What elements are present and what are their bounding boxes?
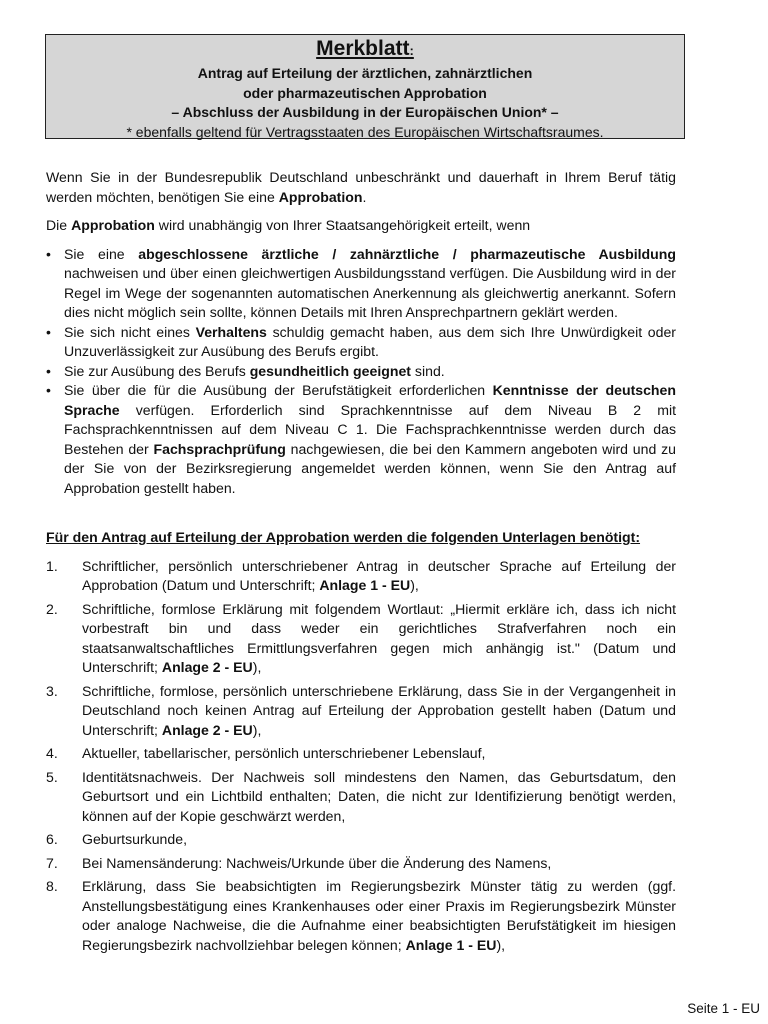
document-item-identity: 5. Identitätsnachweis. Der Nachweis soll mindestens den Namen, das Geburtsdatum, den Geburtsort und ein Lichtbild enthalten; Daten, die nicht zur Identifizierung benötigt werden, können auf der Kopie geschwärzt werden, bbox=[46, 768, 676, 824]
bullet-marker: • bbox=[46, 382, 51, 398]
document-item-work-intent: 8. Erklärung, dass Sie beabsichtigten im Regierungsbezirk Münster tätig zu werden (ggf. Anstellungsbestätigung eines Krankenhauses oder einer Praxis im Regierungsbezirk Münster oder analoge Nachweise, die die Aufnahme einer beabsichtigten Berufstätigkeit im hiesigen Regierungsbezirk nachvollziehbar belegen können; Anlage 1 - EU), bbox=[46, 878, 676, 953]
condition-lead-paragraph: Die Approbation wird unabhängig von Ihrer Staatsangehörigkeit erteilt, wenn bbox=[46, 217, 531, 233]
document-item-cv: 4. Aktueller, tabellarischer, persönlich unterschriebener Lebenslauf, bbox=[46, 745, 486, 761]
bullet-marker: • bbox=[46, 362, 51, 379]
document-body bbox=[46, 168, 676, 955]
documents-heading: Für den Antrag auf Erteilung der Approbation werden die folgenden Unterlagen benötigt: bbox=[46, 529, 641, 545]
header-box bbox=[45, 34, 685, 139]
document-title: Merkblatt: bbox=[316, 37, 414, 60]
documents-list bbox=[46, 557, 676, 956]
document-item-declaration-criminal: 2. Schriftliche, formlose Erklärung mit folgendem Wortlaut: „Hiermit erkläre ich, dass ich nicht vorbestraft bin und dass weder ein gerichtliches Strafverfahren noch ein staatsanwaltschaftliches Ermittlungsverfahren gegen mich anhängig ist." (Datum und Unterschrift; Anlage 2 - EU), bbox=[46, 600, 676, 675]
condition-item-education: • Sie eine abgeschlossene ärztliche / zahnärztliche / pharmazeutische Ausbildung nachweisen und über einen gleichwertigen Ausbildungsstand verfügen. Die Ausbildung wird in der Regel im Wege der sogenannten automatischen Anerkennung als gleichwertig anerkannt. Sofern dies nicht möglich sein sollte, können Details mit Ihren Ansprechpartnern geklärt werden. bbox=[46, 245, 676, 320]
document-item-application: 1. Schriftlicher, persönlich unterschriebener Antrag in deutscher Sprache auf Erteilung der Approbation (Datum und Unterschrift; Anlage 1 - EU), bbox=[46, 557, 676, 593]
bullet-marker: • bbox=[46, 323, 51, 340]
document-item-birth-certificate: 6. Geburtsurkunde, bbox=[46, 831, 187, 847]
eea-note: * ebenfalls geltend für Vertragsstaaten des Europäischen Wirtschaftsraumes. bbox=[126, 123, 604, 140]
condition-item-health: • Sie zur Ausübung des Berufs gesundheitlich geeignet sind. bbox=[46, 362, 676, 382]
subtitle-line-2: oder pharmazeutischen Approbation bbox=[243, 84, 487, 101]
document-item-name-change: 7. Bei Namensänderung: Nachweis/Urkunde über die Änderung des Namens, bbox=[46, 854, 552, 871]
conditions-list bbox=[46, 245, 676, 499]
intro-paragraph: Wenn Sie in der Bundesrepublik Deutschland unbeschränkt und dauerhaft in Ihrem Beruf tätig werden möchten, benötigen Sie eine Approbation. bbox=[46, 169, 676, 205]
subtitle-line-1: Antrag auf Erteilung der ärztlichen, zahnärztlichen bbox=[197, 65, 533, 81]
page-number: Seite 1 - EU bbox=[687, 1001, 760, 1016]
document-item-declaration-prior: 3. Schriftliche, formlose, persönlich unterschriebene Erklärung, dass Sie in der Vergangenheit in Deutschland noch keinen Antrag auf Erteilung der Approbation gestellt haben (Datum und Unterschrift; Anlage 2 - EU), bbox=[46, 682, 676, 738]
condition-item-conduct: • Sie sich nicht eines Verhaltens schuldig gemacht haben, aus dem sich Ihre Unwürdigkeit oder Unzuverlässigkeit zur Ausübung des Berufs ergibt. bbox=[46, 323, 676, 359]
bullet-marker: • bbox=[46, 245, 51, 262]
condition-item-language: • Sie über die für die Ausübung der Berufstätigkeit erforderlichen Kenntnisse der deutschen Sprache verfügen. Erforderlich sind Sprachkenntnisse auf dem Niveau B 2 mit Fachsprachkenntnissen auf dem Niveau C 1. Die Fachsprachkenntnisse werden durch das Bestehen der Fachsprachprüfung nachgewiesen, die bei den Kammern angeboten wird und zu der Sie von der Bezirksregierung angemeldet werden können, wenn Sie den Antrag auf Approbation gestellt haben. bbox=[46, 382, 676, 496]
subtitle-line-3: – Abschluss der Ausbildung in der Europäischen Union* – bbox=[171, 104, 559, 120]
